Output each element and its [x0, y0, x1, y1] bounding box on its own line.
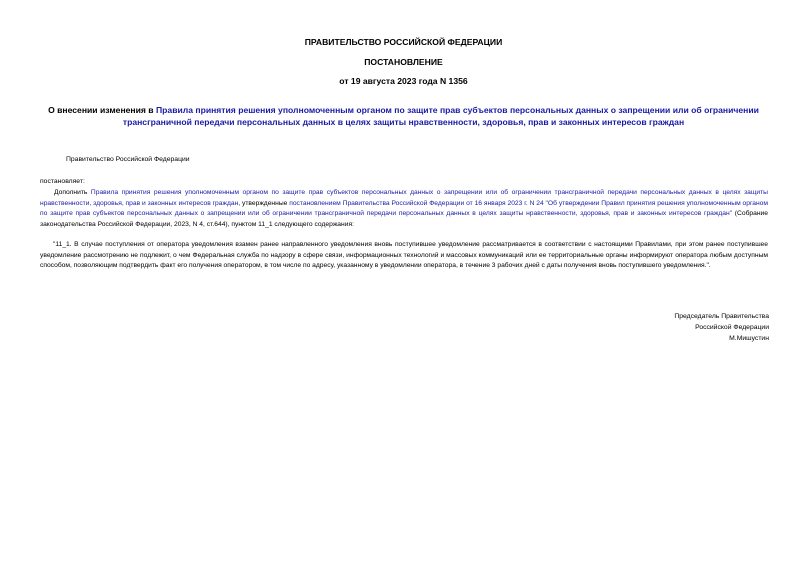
government-heading: ПРАВИТЕЛЬСТВО РОССИЙСКОЙ ФЕДЕРАЦИИ	[304, 37, 503, 47]
title-rules-link[interactable]: Правила принятия решения уполномоченным органом по защите прав субъектов персональных данных о запрещении или об ограничении трансграничной передачи персональных данных в целях защиты нравственности, здоровья, прав и законных интересов граждан	[122, 105, 759, 127]
paragraph-text: (Собрание законодательства Российской Федерации, 2023, N 4, ст.644), пунктом 11_1 следующего содержания:	[40, 210, 768, 228]
signature-block	[674, 311, 769, 344]
government-line: Правительство Российской Федерации	[66, 156, 190, 163]
paragraph-amendment	[40, 188, 768, 230]
document-type-heading: ПОСТАНОВЛЕНИЕ	[364, 57, 443, 67]
signature-position: Председатель Правительства	[674, 313, 769, 320]
title-prefix: О внесении изменения в	[48, 105, 156, 115]
document-date-number: от 19 августа 2023 года N 1356	[339, 76, 468, 86]
document-title	[30, 104, 777, 128]
decree-word: постановляет:	[40, 178, 85, 185]
rules-link[interactable]: Правила принятия решения уполномоченным органом по защите прав субъектов персональных данных о запрещении или об ограничении трансграничной передачи персональных данных в целях защиты нравственности, здоровья, прав и законных интересов граждан	[40, 189, 768, 207]
paragraph-text: Дополнить	[54, 189, 91, 196]
signature-name: М.Мишустин	[729, 335, 769, 342]
signature-organization: Российской Федерации	[695, 324, 769, 331]
paragraph-clause-11-1: "11_1. В случае поступления от оператора уведомления взамен ранее направленного уведомления вновь поступившее уведомление рассматривается в соответствии с настоящими Правилами, при этом ранее поступившее уведомление рассмотрению не подлежит, о чем Федеральная служба по надзору в сфере связи, информационных технологий и массовых коммуникаций или ее территориальные органы информируют оператора любым доступным способом, позволяющим подтвердить факт его получения оператором, в том числе по адресу, указанному в уведомлении оператора, в течение 3 рабочих дней с даты получения вновь поступившего уведомления.".	[40, 241, 768, 269]
decree-link[interactable]: постановлением Правительства Российской Федерации от 16 января 2023 г. N 24 "Об утверждении Правил принятия решения уполномоченным органом по защите прав субъектов персональных данных о запрещении или об ограничении трансграничной передачи персональных данных в целях защиты нравственности, здоровья, прав и законных интересов граждан"	[40, 199, 768, 217]
paragraph-text: , утвержденные	[238, 199, 290, 207]
